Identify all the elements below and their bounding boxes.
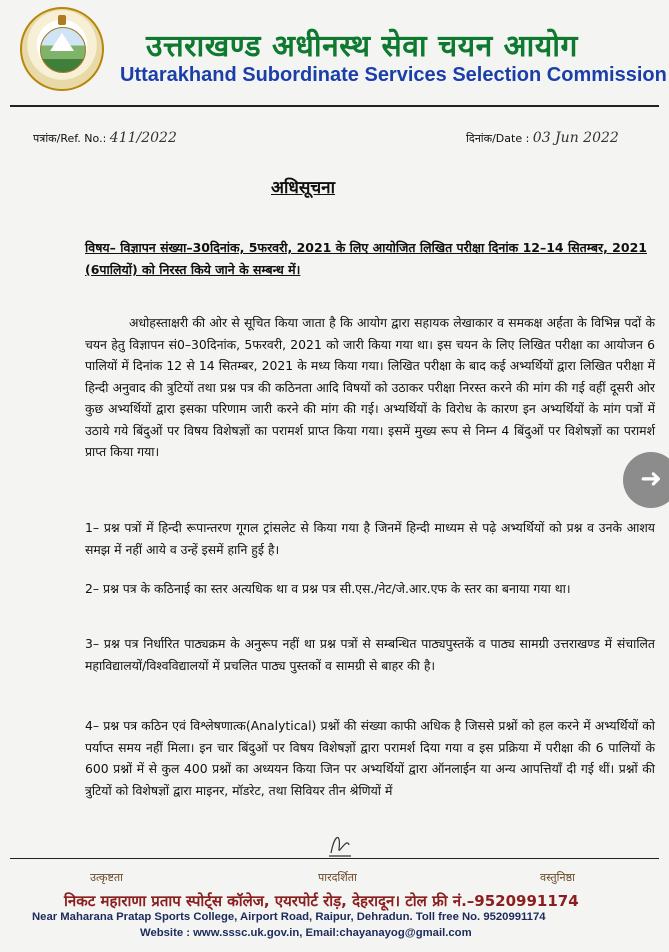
commission-title-english: Uttarakhand Subordinate Services Selection Commission — [120, 64, 667, 86]
point-1-paragraph: 1– प्रश्न पत्रों में हिन्दी रूपान्तरण गूगल ट्रांसलेट से किया गया है जिनमें हिन्दी माध्यम से पढ़े अभ्यर्थियों को प्रश्न व उनके आशय समझ में नहीं आये व उन्हें इसमें हानि हुई है। — [85, 520, 655, 557]
point-2-paragraph: 2– प्रश्न पत्र के कठिनाई का स्तर अत्यधिक था व प्रश्न पत्र सी.एस./नेट/जे.आर.एफ के स्तर का बनाया गया था। — [85, 581, 571, 596]
logo-mountain-peak — [50, 33, 74, 51]
website-email: Website : www.sssc.uk.gov.in, Email:chayanayog@gmail.com — [140, 927, 472, 939]
logo-emblem — [58, 15, 66, 25]
next-page-button[interactable] — [623, 452, 669, 508]
motto-objectivity: वस्तुनिष्ठा — [540, 871, 575, 884]
date — [466, 130, 619, 146]
header-divider — [10, 105, 659, 107]
intro-paragraph: अधोहस्ताक्षरी की ओर से सूचित किया जाता है कि आयोग द्वारा सहायक लेखाकार व समकक्ष अर्हता के विभिन्न पदों के चयन हेतु विज्ञापन सं0–30दिनांक, 5फरवरी, 2021 को जारी किया गया था। इस चयन के लिए लिखित परीक्षा का आयोजन 6 पालियों में दिनांक 12 से 14 सितम्बर, 2021 के मध्य किया गया। लिखित परीक्षा के बाद कई अभ्यर्थियों द्वारा लिखित परीक्षा में हिन्दी अनुवाद की त्रुटियों तथा प्रश्न पत्र की कठिनता आदि विषयों को उठाकर परीक्षा निरस्त करने की मांग की गई वहीं दूसरी ओर कुछ अभ्यर्थियों द्वारा इसका परिणाम जारी करने की मांग की गई। अभ्यर्थियों के विरोध के कारण इन अभ्यर्थियों के मांग पत्रों में उठाये गये बिंदुओं पर विषय विशेषज्ञों का परामर्श प्राप्त किया गया। इसमें मुख्य रूप से निम्न 4 बिंदुओं पर विशेषज्ञों का परामर्श प्राप्त किया गया। — [85, 315, 655, 459]
point-4-paragraph: 4– प्रश्न पत्र कठिन एवं विश्लेषणात्क(Analytical) प्रश्नों की संख्या काफी अधिक है जिससे प्रश्नों को हल करने में अभ्यर्थियों को पर्याप्त समय नहीं मिला। इन चार बिंदुओं पर विषय विशेषज्ञों द्वारा परामर्श दिया गया व इस प्रक्रिया में परीक्षा की 6 पालियों के 600 प्रश्नों में से कुल 400 प्रश्नों का अध्ययन किया जिन पर अभ्यर्थियों द्वारा ऑनलाईन या अन्य आपत्तियाँ दी गई थीं। प्रश्नों की त्रुटियों को विशेषज्ञों द्वारा माइनर, मॉडरेट, तथा सिवियर तीन श्रेणियों में — [85, 718, 655, 798]
ref-number — [33, 130, 177, 146]
arrow-right-icon: ➜ — [640, 464, 662, 494]
address-english: Near Maharana Pratap Sports College, Airport Road, Raipur, Dehradun. Toll free No. 9520991174 — [32, 911, 546, 923]
subject-line: विषय– विज्ञापन संख्या–30दिनांक, 5फरवरी, 2021 के लिए आयोजित लिखित परीक्षा दिनांक 12–14 सितम्बर, 2021 (6पालियों) को निरस्त किये जाने के सम्बन्ध में। — [85, 240, 647, 277]
notification-heading: अधिसूचना — [271, 178, 335, 198]
ref-value: 411/2022 — [109, 130, 177, 146]
ref-label: पत्रांक/Ref. No.: — [33, 132, 107, 145]
commission-seal-logo — [20, 7, 104, 91]
date-label: दिनांक/Date : — [466, 132, 530, 145]
point-3-paragraph: 3– प्रश्न पत्र निर्धारित पाठ्यक्रम के अनुरूप नहीं था प्रश्न पत्रों से सम्बन्धित पाठ्यपुस्तकें व पाठ्य सामग्री उत्तराखण्ड में संचालित महाविद्यालयों/विश्वविद्यालयों में प्रचलित पाठ्य पुस्तकों व सामग्री से बाहर की है। — [85, 636, 655, 673]
commission-title-hindi: उत्तराखण्ड अधीनस्थ सेवा चयन आयोग — [146, 29, 578, 64]
signature-mark — [327, 829, 353, 859]
motto-excellence: उत्कृष्टता — [90, 871, 123, 884]
address-hindi: निकट महाराणा प्रताप स्पोर्ट्स कॉलेज, एयरपोर्ट रोड़, देहरादून। टोल फ्री नं.–9520991174 — [64, 892, 579, 910]
motto-transparency: पारदर्शिता — [318, 871, 357, 884]
date-value: 03 Jun 2022 — [532, 130, 619, 146]
